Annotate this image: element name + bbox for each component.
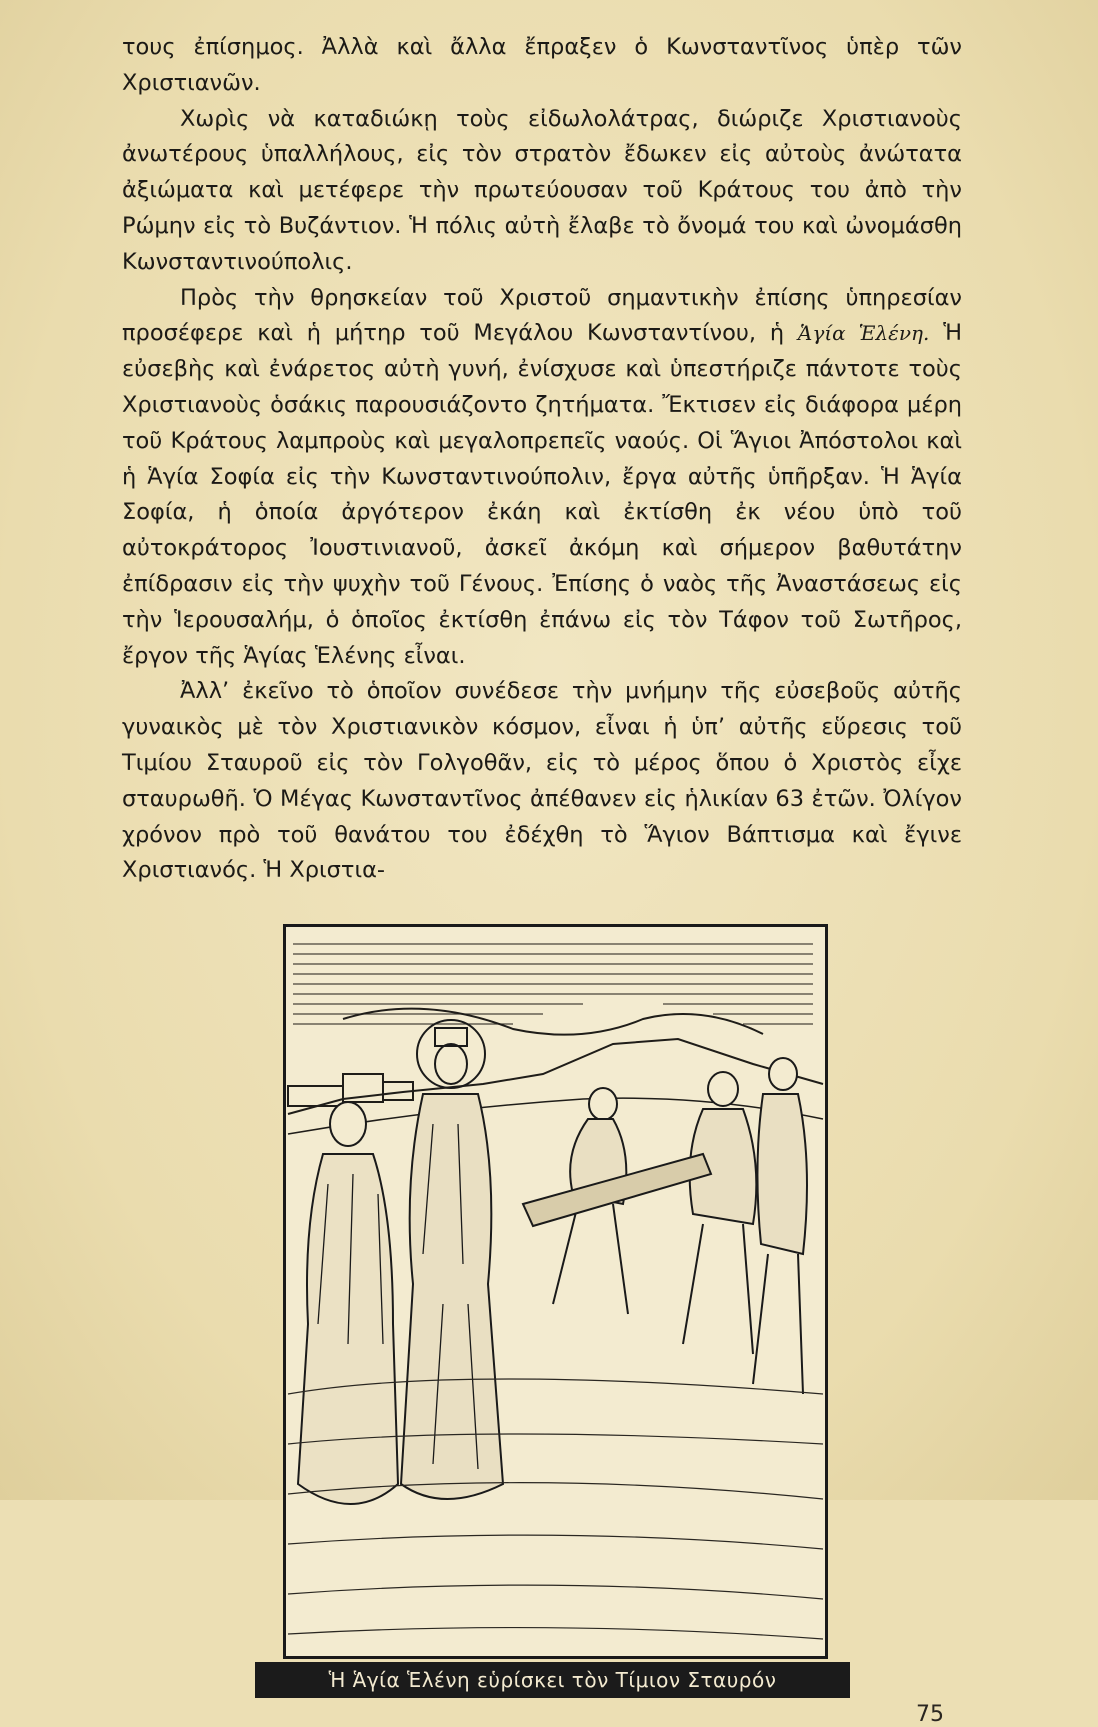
paragraph-3-start: Πρὸς τὴν θρησκείαν τοῦ Χριστοῦ σημαντικὴν ἐπίσης ὑπηρεσίαν προσέφερε καὶ ἡ μήτηρ τοῦ Μεγάλου Κωνσταντίνου, ἡ: [122, 284, 962, 347]
paragraph-3-end: Ἡ εὐσεβὴς καὶ ἐνάρετος αὐτὴ γυνή, ἐνίσχυσε καὶ ὑπεστήριζε πάντοτε τοὺς Χριστιανοὺς ὁσάκις παρουσιάζοντο ζητήματα. Ἔκτισεν εἰς διάφορα μέρη τοῦ Κράτους λαμπροὺς καὶ μεγαλοπρεπεῖς ναούς. Οἱ Ἅγιοι Ἀπόστολοι καὶ ἡ Ἁγία Σοφία εἰς τὴν Κωνσταντινούπολιν, ἔργα αὐτῆς ὑπῆρξαν. Ἡ Ἁγία Σοφία, ἡ ὁποία ἀργότερον ἐκάη καὶ ἐκτίσθη ἐκ νέου ὑπὸ τοῦ αὐτοκράτορος Ἰουστινιανοῦ, ἀσκεῖ ἀκόμη καὶ σήμερον βαθυτάτην ἐπίδρασιν εἰς τὴν ψυχὴν τοῦ Γένους. Ἐπίσης ὁ ναὸς τῆς Ἀναστάσεως εἰς τὴν Ἱερουσαλήμ, ὁ ὁποῖος ἐκτίσθη ἐπάνω εἰς τὸν Τάφον τοῦ Σωτῆρος, ἔργον τῆς Ἁγίας Ἑλένης εἶναι.: [122, 320, 962, 669]
illustration: [283, 924, 828, 1659]
body-text: [122, 30, 962, 889]
figure-caption: Ἡ Ἁγία Ἑλένη εὑρίσκει τὸν Τίμιον Σταυρόν: [255, 1662, 850, 1698]
paragraph-2: Χωρὶς νὰ καταδιώκῃ τοὺς εἰδωλολάτρας, διώριζε Χριστιανοὺς ἀνωτέρους ὑπαλλήλους, εἰς τὸν στρατὸν ἔδωκεν εἰς αὐτοὺς ἀνώτατα ἀξιώματα καὶ μετέφερε τὴν πρωτεύουσαν τοῦ Κράτους του ἀπὸ τὴν Ρώμην εἰς τὸ Βυζάντιον. Ἡ πόλις αὐτὴ ἔλαβε τὸ ὄνομά του καὶ ὠνομάσθη Κωνσταντινούπολις.: [122, 105, 962, 275]
page-number: 75: [916, 1702, 944, 1727]
saint-helen-name: Ἁγία Ἑλένη.: [797, 321, 930, 346]
paragraph-4: Ἀλλ’ ἐκεῖνο τὸ ὁποῖον συνέδεσε τὴν μνήμην τῆς εὐσεβοῦς αὐτῆς γυναικὸς μὲ τὸν Χριστιανικὸν κόσμον, εἶναι ἡ ὑπ’ αὐτῆς εὕρεσις τοῦ Τιμίου Σταυροῦ εἰς τὸν Γολγοθᾶν, εἰς τὸ μέρος ὅπου ὁ Χριστὸς εἶχε σταυρωθῆ. Ὁ Μέγας Κωνσταντῖνος ἀπέθανεν εἰς ἡλικίαν 63 ἐτῶν. Ὀλίγον χρόνον πρὸ τοῦ θανάτου του ἐδέχθη τὸ Ἅγιον Βάπτισμα καὶ ἔγινε Χριστιανός. Ἡ Χριστια-: [122, 678, 962, 884]
paragraph-1: τους ἐπίσημος. Ἀλλὰ καὶ ἄλλα ἔπραξεν ὁ Κωνσταντῖνος ὑπὲρ τῶν Χριστιανῶν.: [122, 34, 962, 96]
paragraph-3: [122, 281, 962, 675]
